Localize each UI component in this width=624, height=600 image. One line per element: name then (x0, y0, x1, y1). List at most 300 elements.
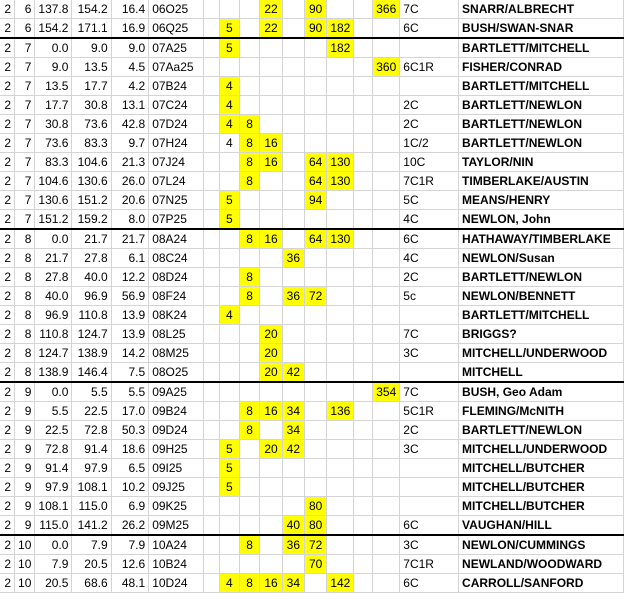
cell-o[interactable]: NEWLON, John (459, 210, 624, 230)
cell-empty[interactable] (203, 19, 219, 39)
cell-m[interactable] (373, 153, 400, 172)
cell-h[interactable] (239, 96, 260, 115)
cell-g[interactable]: 5 (219, 440, 239, 459)
cell-m[interactable]: 354 (373, 382, 400, 402)
cell-h[interactable] (239, 497, 260, 516)
cell-i[interactable]: 16 (260, 402, 282, 421)
cell-l[interactable] (327, 440, 354, 459)
cell-f[interactable]: 09D24 (149, 421, 204, 440)
cell-j[interactable]: 42 (282, 363, 304, 383)
cell-k[interactable] (305, 344, 327, 363)
cell-m[interactable] (373, 344, 400, 363)
cell-f[interactable]: 07P25 (149, 210, 204, 230)
cell-h[interactable] (239, 306, 260, 325)
cell-a[interactable]: 2 (0, 268, 15, 287)
cell-a[interactable]: 2 (0, 134, 15, 153)
cell-e[interactable]: 13.9 (111, 325, 149, 344)
cell-empty[interactable] (354, 268, 373, 287)
cell-k[interactable]: 72 (305, 535, 327, 555)
cell-a[interactable]: 2 (0, 191, 15, 210)
cell-j[interactable]: 36 (282, 287, 304, 306)
cell-n[interactable]: 2C (400, 96, 459, 115)
cell-a[interactable]: 2 (0, 344, 15, 363)
cell-empty[interactable] (354, 38, 373, 58)
cell-a[interactable]: 2 (0, 440, 15, 459)
cell-empty[interactable] (203, 497, 219, 516)
cell-j[interactable] (282, 134, 304, 153)
cell-n[interactable] (400, 77, 459, 96)
cell-c[interactable]: 110.8 (35, 325, 72, 344)
cell-j[interactable] (282, 497, 304, 516)
cell-i[interactable] (260, 287, 282, 306)
cell-n[interactable]: 7C (400, 382, 459, 402)
cell-e[interactable]: 13.9 (111, 306, 149, 325)
cell-l[interactable] (327, 191, 354, 210)
cell-g[interactable] (219, 249, 239, 268)
cell-c[interactable]: 137.8 (35, 0, 72, 19)
cell-h[interactable] (239, 478, 260, 497)
cell-j[interactable] (282, 478, 304, 497)
cell-l[interactable] (327, 382, 354, 402)
cell-f[interactable]: 08F24 (149, 287, 204, 306)
cell-h[interactable]: 8 (239, 153, 260, 172)
cell-l[interactable] (327, 325, 354, 344)
cell-o[interactable]: BARTLETT/MITCHELL (459, 77, 624, 96)
cell-empty[interactable] (203, 516, 219, 536)
cell-h[interactable]: 8 (239, 172, 260, 191)
cell-e[interactable]: 18.6 (111, 440, 149, 459)
cell-h[interactable] (239, 19, 260, 39)
cell-empty[interactable] (354, 0, 373, 19)
cell-j[interactable] (282, 306, 304, 325)
cell-l[interactable] (327, 96, 354, 115)
cell-i[interactable]: 16 (260, 153, 282, 172)
cell-o[interactable]: BUSH, Geo Adam (459, 382, 624, 402)
cell-empty[interactable] (354, 77, 373, 96)
cell-e[interactable]: 4.5 (111, 58, 149, 77)
cell-d[interactable]: 17.7 (72, 77, 111, 96)
cell-a[interactable]: 2 (0, 478, 15, 497)
cell-k[interactable]: 90 (305, 19, 327, 39)
cell-m[interactable] (373, 478, 400, 497)
cell-d[interactable]: 22.5 (72, 402, 111, 421)
cell-d[interactable]: 159.2 (72, 210, 111, 230)
cell-g[interactable] (219, 0, 239, 19)
cell-e[interactable]: 48.1 (111, 574, 149, 593)
cell-m[interactable] (373, 440, 400, 459)
cell-a[interactable]: 2 (0, 402, 15, 421)
cell-a[interactable]: 2 (0, 516, 15, 536)
cell-c[interactable]: 154.2 (35, 19, 72, 39)
cell-a[interactable]: 2 (0, 421, 15, 440)
cell-h[interactable] (239, 459, 260, 478)
cell-j[interactable] (282, 19, 304, 39)
cell-i[interactable] (260, 421, 282, 440)
cell-f[interactable]: 07D24 (149, 115, 204, 134)
cell-empty[interactable] (354, 229, 373, 249)
cell-h[interactable] (239, 210, 260, 230)
cell-j[interactable] (282, 191, 304, 210)
cell-i[interactable] (260, 58, 282, 77)
cell-m[interactable] (373, 555, 400, 574)
cell-d[interactable]: 9.0 (72, 38, 111, 58)
cell-o[interactable]: NEWLAND/WOODWARD (459, 555, 624, 574)
cell-l[interactable] (327, 478, 354, 497)
cell-k[interactable] (305, 268, 327, 287)
cell-k[interactable] (305, 77, 327, 96)
cell-h[interactable] (239, 58, 260, 77)
cell-j[interactable] (282, 38, 304, 58)
cell-empty[interactable] (203, 172, 219, 191)
cell-o[interactable]: TAYLOR/NIN (459, 153, 624, 172)
cell-a[interactable]: 2 (0, 210, 15, 230)
cell-d[interactable]: 146.4 (72, 363, 111, 383)
cell-n[interactable]: 6C (400, 19, 459, 39)
cell-empty[interactable] (203, 134, 219, 153)
cell-n[interactable] (400, 497, 459, 516)
cell-n[interactable]: 7C1R (400, 555, 459, 574)
cell-h[interactable] (239, 249, 260, 268)
cell-empty[interactable] (354, 153, 373, 172)
cell-l[interactable] (327, 134, 354, 153)
cell-m[interactable] (373, 134, 400, 153)
cell-k[interactable] (305, 440, 327, 459)
cell-e[interactable]: 17.0 (111, 402, 149, 421)
cell-empty[interactable] (203, 555, 219, 574)
cell-j[interactable] (282, 268, 304, 287)
cell-d[interactable]: 104.6 (72, 153, 111, 172)
cell-f[interactable]: 09K25 (149, 497, 204, 516)
cell-j[interactable] (282, 210, 304, 230)
cell-d[interactable]: 124.7 (72, 325, 111, 344)
cell-d[interactable]: 21.7 (72, 229, 111, 249)
cell-j[interactable]: 40 (282, 516, 304, 536)
cell-h[interactable] (239, 516, 260, 536)
cell-c[interactable]: 138.9 (35, 363, 72, 383)
cell-c[interactable]: 0.0 (35, 38, 72, 58)
cell-c[interactable]: 130.6 (35, 191, 72, 210)
cell-a[interactable]: 2 (0, 363, 15, 383)
cell-k[interactable] (305, 210, 327, 230)
cell-o[interactable]: BARTLETT/NEWLON (459, 134, 624, 153)
cell-i[interactable] (260, 115, 282, 134)
cell-g[interactable] (219, 268, 239, 287)
cell-empty[interactable] (203, 249, 219, 268)
cell-l[interactable] (327, 249, 354, 268)
cell-empty[interactable] (354, 516, 373, 536)
cell-m[interactable] (373, 115, 400, 134)
cell-l[interactable]: 130 (327, 229, 354, 249)
cell-l[interactable] (327, 306, 354, 325)
cell-empty[interactable] (203, 478, 219, 497)
cell-k[interactable] (305, 574, 327, 593)
cell-e[interactable]: 6.5 (111, 459, 149, 478)
cell-d[interactable]: 40.0 (72, 268, 111, 287)
cell-o[interactable]: MITCHELL/BUTCHER (459, 478, 624, 497)
cell-f[interactable]: 09A25 (149, 382, 204, 402)
cell-empty[interactable] (354, 440, 373, 459)
cell-i[interactable] (260, 459, 282, 478)
cell-k[interactable]: 72 (305, 287, 327, 306)
cell-empty[interactable] (203, 0, 219, 19)
cell-b[interactable]: 7 (15, 77, 35, 96)
cell-b[interactable]: 7 (15, 96, 35, 115)
cell-e[interactable]: 6.1 (111, 249, 149, 268)
cell-empty[interactable] (203, 363, 219, 383)
cell-f[interactable]: 07Aa25 (149, 58, 204, 77)
cell-o[interactable]: BARTLETT/MITCHELL (459, 38, 624, 58)
cell-f[interactable]: 07A25 (149, 38, 204, 58)
cell-i[interactable]: 20 (260, 344, 282, 363)
cell-d[interactable]: 138.9 (72, 344, 111, 363)
cell-k[interactable] (305, 421, 327, 440)
cell-f[interactable]: 08M25 (149, 344, 204, 363)
cell-a[interactable]: 2 (0, 96, 15, 115)
cell-e[interactable]: 26.2 (111, 516, 149, 536)
cell-b[interactable]: 8 (15, 268, 35, 287)
cell-n[interactable]: 5C1R (400, 402, 459, 421)
cell-m[interactable] (373, 249, 400, 268)
cell-g[interactable] (219, 535, 239, 555)
cell-g[interactable]: 5 (219, 38, 239, 58)
cell-n[interactable] (400, 459, 459, 478)
cell-j[interactable] (282, 115, 304, 134)
cell-n[interactable]: 6C1R (400, 58, 459, 77)
cell-o[interactable]: NEWLON/Susan (459, 249, 624, 268)
cell-f[interactable]: 09M25 (149, 516, 204, 536)
cell-j[interactable]: 36 (282, 535, 304, 555)
cell-n[interactable]: 6C (400, 229, 459, 249)
cell-k[interactable] (305, 402, 327, 421)
cell-c[interactable]: 0.0 (35, 535, 72, 555)
cell-g[interactable]: 4 (219, 77, 239, 96)
cell-empty[interactable] (203, 287, 219, 306)
cell-j[interactable] (282, 153, 304, 172)
cell-e[interactable]: 12.6 (111, 555, 149, 574)
cell-k[interactable] (305, 382, 327, 402)
cell-o[interactable]: BARTLETT/NEWLON (459, 421, 624, 440)
cell-g[interactable]: 5 (219, 191, 239, 210)
cell-empty[interactable] (203, 344, 219, 363)
cell-n[interactable]: 2C (400, 115, 459, 134)
cell-a[interactable]: 2 (0, 574, 15, 593)
cell-c[interactable]: 5.5 (35, 402, 72, 421)
cell-i[interactable] (260, 555, 282, 574)
cell-h[interactable] (239, 382, 260, 402)
cell-m[interactable] (373, 229, 400, 249)
cell-l[interactable]: 130 (327, 153, 354, 172)
cell-empty[interactable] (203, 153, 219, 172)
cell-d[interactable]: 5.5 (72, 382, 111, 402)
cell-empty[interactable] (354, 555, 373, 574)
cell-m[interactable] (373, 497, 400, 516)
cell-h[interactable]: 8 (239, 134, 260, 153)
cell-empty[interactable] (203, 382, 219, 402)
cell-i[interactable] (260, 77, 282, 96)
cell-m[interactable] (373, 459, 400, 478)
cell-b[interactable]: 10 (15, 574, 35, 593)
cell-b[interactable]: 8 (15, 306, 35, 325)
cell-f[interactable]: 09I25 (149, 459, 204, 478)
cell-m[interactable]: 360 (373, 58, 400, 77)
cell-b[interactable]: 8 (15, 325, 35, 344)
cell-c[interactable]: 0.0 (35, 382, 72, 402)
cell-empty[interactable] (354, 19, 373, 39)
cell-g[interactable] (219, 382, 239, 402)
cell-empty[interactable] (203, 58, 219, 77)
cell-n[interactable] (400, 478, 459, 497)
cell-a[interactable]: 2 (0, 38, 15, 58)
cell-empty[interactable] (354, 363, 373, 383)
cell-e[interactable]: 16.4 (111, 0, 149, 19)
cell-g[interactable]: 4 (219, 115, 239, 134)
cell-l[interactable] (327, 268, 354, 287)
cell-a[interactable]: 2 (0, 77, 15, 96)
cell-j[interactable] (282, 172, 304, 191)
cell-empty[interactable] (354, 172, 373, 191)
cell-g[interactable]: 4 (219, 306, 239, 325)
cell-e[interactable]: 8.0 (111, 210, 149, 230)
cell-empty[interactable] (203, 268, 219, 287)
cell-m[interactable] (373, 96, 400, 115)
cell-m[interactable] (373, 77, 400, 96)
cell-m[interactable] (373, 363, 400, 383)
cell-i[interactable]: 16 (260, 574, 282, 593)
cell-k[interactable] (305, 478, 327, 497)
cell-d[interactable]: 96.9 (72, 287, 111, 306)
cell-i[interactable]: 20 (260, 363, 282, 383)
cell-n[interactable]: 5C (400, 191, 459, 210)
cell-a[interactable]: 2 (0, 555, 15, 574)
cell-d[interactable]: 83.3 (72, 134, 111, 153)
cell-n[interactable]: 7C1R (400, 172, 459, 191)
cell-f[interactable]: 10B24 (149, 555, 204, 574)
cell-b[interactable]: 8 (15, 249, 35, 268)
cell-k[interactable] (305, 134, 327, 153)
cell-a[interactable]: 2 (0, 153, 15, 172)
cell-n[interactable]: 6C (400, 516, 459, 536)
cell-g[interactable] (219, 58, 239, 77)
cell-f[interactable]: 09B24 (149, 402, 204, 421)
cell-i[interactable] (260, 382, 282, 402)
cell-empty[interactable] (354, 58, 373, 77)
cell-n[interactable]: 7C (400, 325, 459, 344)
cell-h[interactable]: 8 (239, 115, 260, 134)
cell-o[interactable]: FISHER/CONRAD (459, 58, 624, 77)
cell-empty[interactable] (354, 497, 373, 516)
cell-d[interactable]: 141.2 (72, 516, 111, 536)
cell-g[interactable]: 5 (219, 459, 239, 478)
cell-b[interactable]: 9 (15, 497, 35, 516)
cell-l[interactable] (327, 344, 354, 363)
cell-a[interactable]: 2 (0, 535, 15, 555)
cell-h[interactable] (239, 363, 260, 383)
cell-e[interactable]: 6.9 (111, 497, 149, 516)
cell-i[interactable]: 22 (260, 0, 282, 19)
cell-h[interactable]: 8 (239, 574, 260, 593)
cell-i[interactable] (260, 210, 282, 230)
cell-f[interactable]: 07L24 (149, 172, 204, 191)
cell-b[interactable]: 6 (15, 19, 35, 39)
cell-b[interactable]: 6 (15, 0, 35, 19)
cell-i[interactable] (260, 306, 282, 325)
cell-o[interactable]: BARTLETT/NEWLON (459, 115, 624, 134)
cell-f[interactable]: 07N25 (149, 191, 204, 210)
cell-e[interactable]: 21.3 (111, 153, 149, 172)
cell-a[interactable]: 2 (0, 19, 15, 39)
cell-d[interactable]: 72.8 (72, 421, 111, 440)
cell-b[interactable]: 9 (15, 382, 35, 402)
cell-h[interactable] (239, 38, 260, 58)
cell-n[interactable]: 10C (400, 153, 459, 172)
cell-k[interactable] (305, 38, 327, 58)
cell-n[interactable]: 3C (400, 344, 459, 363)
cell-j[interactable]: 36 (282, 249, 304, 268)
cell-g[interactable] (219, 555, 239, 574)
cell-empty[interactable] (203, 210, 219, 230)
cell-g[interactable] (219, 497, 239, 516)
cell-empty[interactable] (354, 249, 373, 268)
cell-i[interactable]: 16 (260, 229, 282, 249)
cell-a[interactable]: 2 (0, 172, 15, 191)
cell-j[interactable] (282, 0, 304, 19)
cell-d[interactable]: 30.8 (72, 96, 111, 115)
cell-l[interactable] (327, 555, 354, 574)
cell-n[interactable]: 3C (400, 440, 459, 459)
cell-h[interactable] (239, 325, 260, 344)
cell-e[interactable]: 13.1 (111, 96, 149, 115)
cell-e[interactable]: 56.9 (111, 287, 149, 306)
cell-f[interactable]: 08L25 (149, 325, 204, 344)
cell-o[interactable]: BUSH/SWAN-SNAR (459, 19, 624, 39)
cell-c[interactable]: 0.0 (35, 229, 72, 249)
cell-b[interactable]: 9 (15, 478, 35, 497)
cell-c[interactable]: 13.5 (35, 77, 72, 96)
cell-g[interactable] (219, 325, 239, 344)
cell-d[interactable]: 110.8 (72, 306, 111, 325)
cell-b[interactable]: 8 (15, 363, 35, 383)
cell-c[interactable]: 22.5 (35, 421, 72, 440)
cell-h[interactable]: 8 (239, 421, 260, 440)
cell-h[interactable] (239, 77, 260, 96)
cell-c[interactable]: 30.8 (35, 115, 72, 134)
cell-a[interactable]: 2 (0, 115, 15, 134)
cell-l[interactable] (327, 77, 354, 96)
cell-empty[interactable] (354, 115, 373, 134)
cell-e[interactable]: 42.8 (111, 115, 149, 134)
cell-e[interactable]: 10.2 (111, 478, 149, 497)
cell-m[interactable] (373, 325, 400, 344)
cell-o[interactable]: NEWLON/BENNETT (459, 287, 624, 306)
cell-n[interactable]: 1C/2 (400, 134, 459, 153)
cell-g[interactable] (219, 153, 239, 172)
cell-c[interactable]: 115.0 (35, 516, 72, 536)
cell-h[interactable]: 8 (239, 402, 260, 421)
cell-h[interactable]: 8 (239, 268, 260, 287)
cell-empty[interactable] (203, 115, 219, 134)
cell-n[interactable]: 3C (400, 535, 459, 555)
cell-g[interactable]: 4 (219, 574, 239, 593)
cell-empty[interactable] (354, 191, 373, 210)
cell-g[interactable]: 5 (219, 210, 239, 230)
cell-g[interactable]: 4 (219, 96, 239, 115)
cell-e[interactable]: 9.0 (111, 38, 149, 58)
cell-o[interactable]: BARTLETT/NEWLON (459, 268, 624, 287)
cell-k[interactable] (305, 363, 327, 383)
cell-k[interactable]: 80 (305, 516, 327, 536)
cell-h[interactable]: 8 (239, 287, 260, 306)
cell-j[interactable]: 34 (282, 574, 304, 593)
